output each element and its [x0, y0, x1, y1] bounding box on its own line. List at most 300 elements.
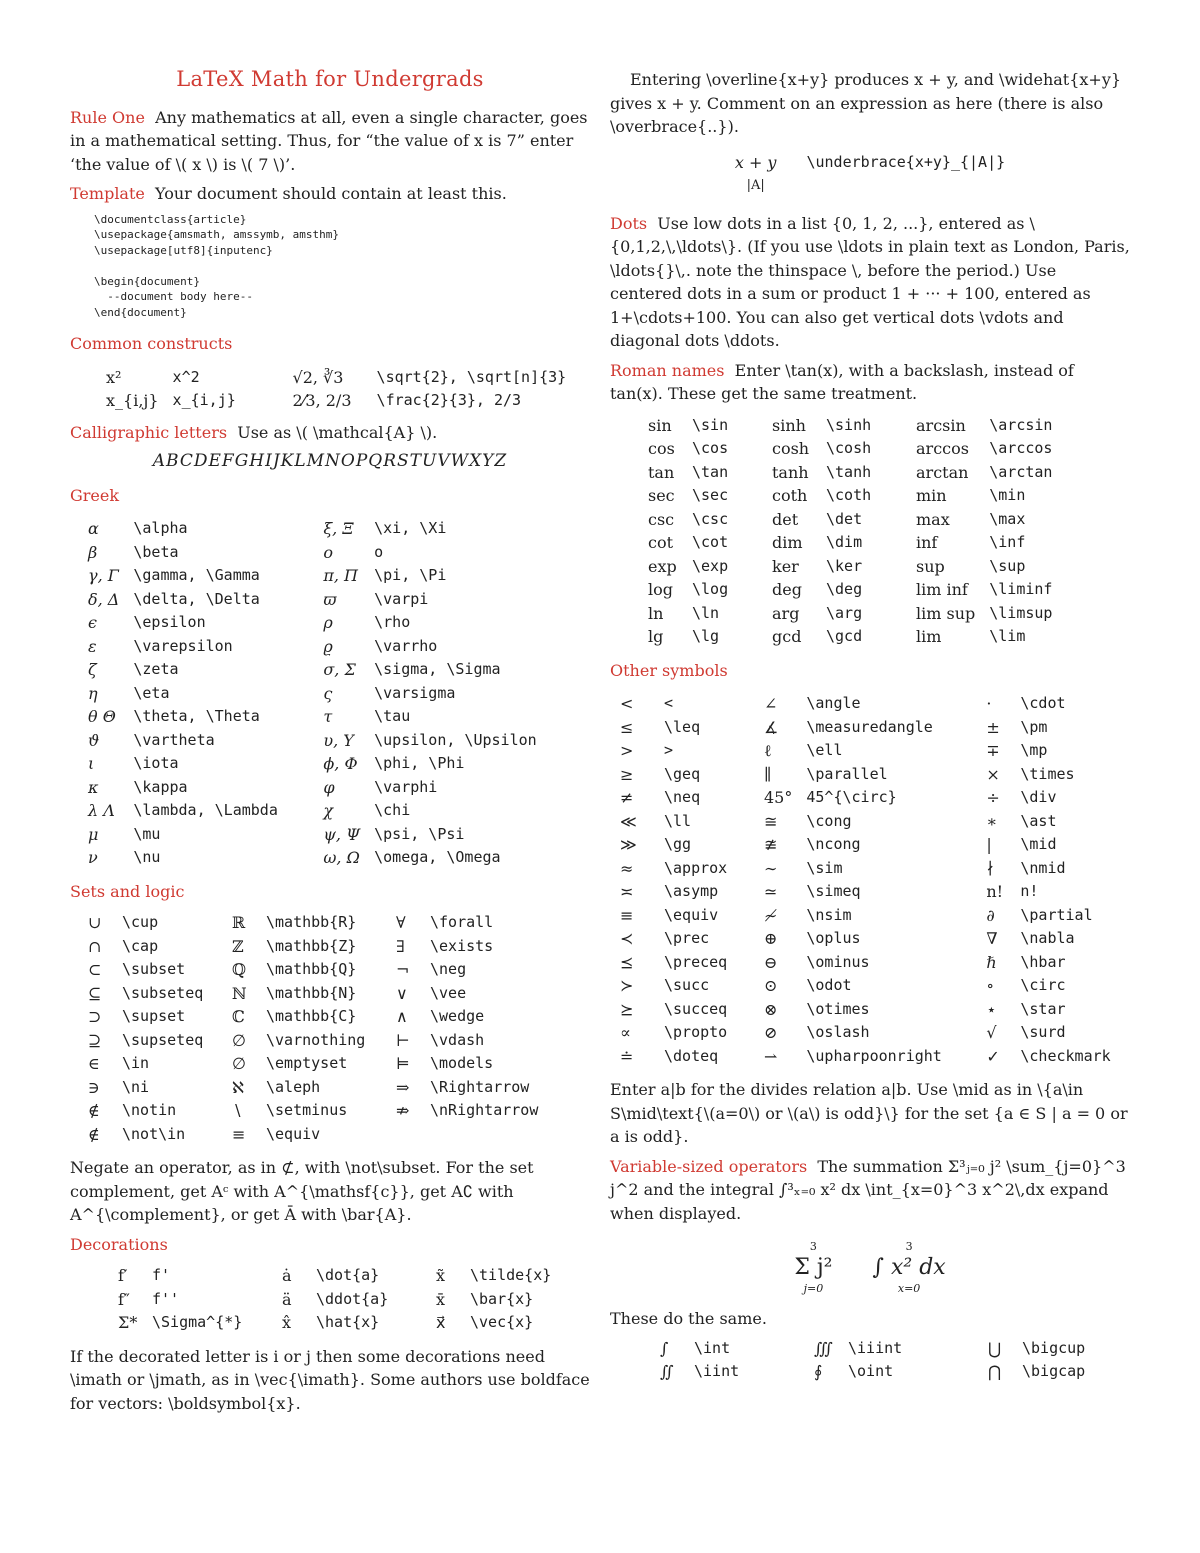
latex-command: \eta	[133, 683, 170, 702]
latex-command: \epsilon	[133, 613, 206, 631]
dots-heading: Dots	[610, 213, 648, 233]
symbol: ϱ	[323, 636, 333, 656]
symbol: dim	[772, 533, 803, 552]
latex-command: \varpi	[374, 589, 429, 608]
symbol: ℵ	[232, 1077, 244, 1097]
roman-row	[648, 625, 1062, 649]
symbol: >	[620, 741, 634, 760]
latex-command: \beta	[133, 542, 179, 561]
greek-row	[88, 705, 547, 729]
latex-command: \simeq	[806, 882, 861, 900]
greek-row	[88, 776, 547, 800]
symbol: ȧ	[282, 1266, 292, 1285]
symbol: ∅	[232, 1030, 246, 1050]
latex-command: \lim	[989, 627, 1026, 645]
symbol: |	[986, 835, 992, 854]
operator-row	[660, 1337, 1095, 1361]
common-heading: Common constructs	[70, 334, 233, 353]
greek-row	[88, 846, 547, 870]
latex-command: \varsigma	[374, 683, 456, 702]
symbol: ≪	[620, 811, 637, 831]
symbol: √	[986, 1023, 997, 1042]
sets-row	[88, 958, 548, 982]
symbol: ν	[88, 848, 98, 867]
symbol: ≥	[620, 764, 634, 784]
latex-command: \exp	[692, 556, 729, 575]
operator-row	[660, 1360, 1095, 1384]
symbol: ⊖	[764, 952, 778, 972]
latex-command: \oslash	[806, 1023, 870, 1041]
latex-command: \mathbb{Q}	[266, 960, 357, 978]
latex-command: \mu	[133, 824, 161, 843]
latex-command: x_{i,j}	[172, 391, 236, 409]
latex-command: \Rightarrow	[430, 1077, 530, 1096]
latex-command: \in	[122, 1054, 150, 1072]
symbol: σ, Σ	[323, 660, 356, 679]
latex-command: \log	[692, 580, 729, 598]
symbol: cos	[648, 439, 675, 458]
latex-command: \dot{a}	[316, 1266, 380, 1284]
symbol: ≻	[620, 976, 634, 995]
symbol: ℓ	[764, 741, 772, 760]
symbol: x²	[106, 367, 122, 387]
symbol: ∥	[764, 764, 772, 784]
symbol: arccos	[916, 439, 969, 458]
symbol: ϖ	[323, 589, 337, 609]
latex-command: \prec	[664, 929, 710, 947]
sets-note: Negate an operator, as in ⊄, with \not\subset. For the set complement, get Aᶜ with A^{\mathsf{c}}, get A∁ with A^{\complement}, or get Ā with \bar{A}.	[70, 1158, 534, 1224]
symbol: π, Π	[323, 566, 358, 585]
symbol: sinh	[772, 415, 806, 435]
symbol: η	[88, 683, 98, 703]
symbol: ≫	[620, 835, 637, 854]
symbol: ∫	[660, 1338, 669, 1358]
latex-command: \phi, \Phi	[374, 754, 465, 772]
sets-row	[88, 982, 548, 1006]
common-table	[106, 366, 576, 413]
symbol: n!	[986, 882, 1004, 901]
latex-command: \det	[826, 509, 863, 528]
latex-command: \csc	[692, 509, 729, 528]
symbol: α	[88, 519, 99, 538]
symbol: ε	[88, 636, 97, 656]
other-symbol-row	[620, 739, 1121, 763]
latex-command: \arcsin	[989, 415, 1053, 434]
latex-command: \iota	[133, 754, 179, 772]
sets-row	[88, 1005, 548, 1029]
symbol: τ	[323, 707, 333, 726]
symbol: ⊕	[764, 929, 778, 948]
latex-command: \min	[989, 486, 1026, 504]
symbol: ⇒	[396, 1077, 410, 1097]
symbol: ≃	[764, 882, 778, 901]
latex-command: \nu	[133, 848, 161, 866]
latex-command: \preceq	[664, 952, 728, 971]
latex-command: \subseteq	[122, 983, 204, 1002]
symbol: ±	[986, 717, 1000, 737]
greek-row	[88, 564, 547, 588]
greek-row	[88, 541, 547, 565]
symbol: γ, Γ	[88, 566, 119, 585]
greek-row	[88, 588, 547, 612]
latex-command: \delta, \Delta	[133, 589, 260, 608]
latex-command: \ominus	[806, 952, 870, 971]
latex-command: \leq	[664, 717, 701, 736]
right-column	[610, 68, 1130, 1384]
latex-command: \cong	[806, 811, 852, 830]
latex-command: \nmid	[1020, 858, 1066, 877]
symbol: ≁	[764, 905, 778, 925]
roman-text: Enter \tan(x), with a backslash, instead of tan(x). These get the same treatment.	[610, 360, 1074, 403]
latex-command: <	[664, 694, 674, 712]
greek-heading: Greek	[70, 485, 120, 505]
symbol: f″	[118, 1289, 130, 1309]
latex-command: \supset	[122, 1007, 186, 1025]
latex-command: \Sigma^{*}	[152, 1313, 243, 1331]
latex-command: \sim	[806, 858, 843, 877]
latex-command: \sqrt{2}, \sqrt[n]{3}	[376, 367, 567, 386]
latex-command: \limsup	[989, 603, 1053, 622]
roman-row	[648, 508, 1062, 532]
latex-command: \bar{x}	[470, 1289, 534, 1308]
calligraphic-text: Use as \( \mathcal{A} \).	[237, 422, 438, 442]
symbol: sec	[648, 486, 675, 505]
latex-command: \hbar	[1020, 952, 1066, 971]
latex-command: \theta, \Theta	[133, 707, 260, 725]
sum-display: Σ j²	[794, 1255, 833, 1280]
symbol: ∤	[986, 858, 995, 878]
symbol: x_{i,j}	[106, 391, 159, 410]
roman-heading: Roman names	[610, 360, 725, 380]
sets-row	[88, 1099, 548, 1123]
symbol: arcsin	[916, 415, 966, 435]
symbol: 2⁄3, 2/3	[292, 391, 352, 410]
symbol: χ	[323, 801, 334, 820]
latex-command: \gg	[664, 835, 692, 853]
latex-command: \bigcap	[1022, 1362, 1086, 1380]
greek-row	[88, 635, 547, 659]
latex-command: \sec	[692, 486, 729, 504]
roman-row	[648, 555, 1062, 579]
latex-command: \neg	[430, 960, 467, 978]
symbol: ℚ	[232, 960, 246, 979]
rule-one-heading: Rule One	[70, 107, 145, 127]
latex-command: \partial	[1020, 905, 1093, 924]
other-symbol-row	[620, 833, 1121, 857]
latex-command: \xi, \Xi	[374, 519, 447, 537]
symbol: θ Θ	[88, 707, 116, 726]
latex-command: \exists	[430, 936, 494, 955]
sets-row	[88, 911, 548, 935]
symbol: ℝ	[232, 913, 246, 932]
symbol: δ, Δ	[88, 589, 120, 609]
sum-upper: 3	[809, 1240, 817, 1253]
decoration-row	[118, 1264, 561, 1288]
template	[70, 182, 590, 206]
symbol: μ	[88, 824, 99, 844]
symbol: ✓	[986, 1046, 1000, 1066]
latex-command: \hat{x}	[316, 1313, 380, 1331]
symbol: ⊙	[764, 976, 778, 995]
underbrace-code: \underbrace{x+y}_{|A|}	[806, 152, 1006, 171]
roman-row	[648, 578, 1062, 602]
symbol: ⊗	[764, 999, 778, 1019]
overline-text: Entering \overline{x+y} produces x + y, and \widehat{x+y} gives x + y. Comment on an expression as here (there is also \overbrace{..}).	[610, 70, 1122, 136]
common-row	[106, 389, 576, 413]
symbol: gcd	[772, 627, 802, 646]
symbol: ∇	[986, 929, 998, 948]
latex-command: f'	[152, 1266, 171, 1284]
latex-command: \lambda, \Lambda	[133, 801, 278, 819]
other-symbol-row	[620, 692, 1121, 716]
symbol: sin	[648, 415, 672, 435]
latex-command: \iint	[694, 1362, 740, 1380]
roman-row	[648, 484, 1062, 508]
left-column	[70, 68, 590, 1421]
latex-command	[430, 1123, 548, 1147]
latex-command: \vdash	[430, 1030, 485, 1049]
latex-command: o	[374, 542, 384, 561]
sets-row	[88, 1076, 548, 1100]
other-symbol-row	[620, 763, 1121, 787]
symbol: ∝	[620, 1023, 631, 1042]
symbol: ≈	[620, 858, 634, 878]
symbol: ·	[986, 694, 992, 713]
symbol: exp	[648, 556, 677, 576]
common-row	[106, 366, 576, 390]
latex-command: \varepsilon	[133, 636, 233, 655]
greek-row	[88, 823, 547, 847]
symbol: ≺	[620, 929, 634, 948]
latex-command: \measuredangle	[806, 717, 933, 736]
symbol: λ Λ	[88, 801, 115, 820]
symbol: arg	[772, 603, 800, 623]
other-symbol-row	[620, 1021, 1121, 1045]
roman-row	[648, 531, 1062, 555]
roman-row	[648, 461, 1062, 485]
latex-command: \ll	[664, 811, 692, 830]
latex-command: \ddot{a}	[316, 1289, 389, 1308]
symbol: lim	[916, 627, 942, 646]
symbol: ℤ	[232, 936, 244, 956]
latex-command: \setminus	[266, 1101, 348, 1119]
sets-table	[88, 911, 548, 1146]
symbol: κ	[88, 777, 99, 797]
latex-command: \succeq	[664, 999, 728, 1018]
latex-command: \varrho	[374, 636, 438, 655]
symbol: 45°	[764, 788, 793, 807]
symbol: o	[323, 542, 333, 562]
latex-command: \varphi	[374, 777, 438, 796]
latex-command: \varnothing	[266, 1030, 366, 1049]
symbol: √2, ∛3	[292, 367, 344, 387]
latex-command: \vee	[430, 983, 467, 1002]
latex-command: \forall	[430, 913, 494, 931]
latex-command: \frac{2}{3}, 2/3	[376, 391, 522, 409]
sets-row	[88, 1029, 548, 1053]
latex-command: \odot	[806, 976, 852, 994]
greek-table	[88, 517, 547, 870]
latex-command: \nRightarrow	[430, 1101, 539, 1119]
latex-command: \iiint	[848, 1338, 903, 1357]
symbol: f′	[118, 1266, 128, 1285]
other-symbol-row	[620, 810, 1121, 834]
other-symbol-row	[620, 716, 1121, 740]
symbol: log	[648, 580, 673, 599]
greek-row	[88, 752, 547, 776]
latex-command: \nsim	[806, 905, 852, 924]
other-symbol-row	[620, 998, 1121, 1022]
symbol: ∖	[232, 1101, 243, 1120]
other-symbol-row	[620, 927, 1121, 951]
symbol: tanh	[772, 462, 809, 482]
latex-command: \cot	[692, 533, 729, 551]
symbol: ∘	[986, 976, 995, 995]
latex-command: \dim	[826, 533, 863, 551]
symbol: x̄	[436, 1289, 446, 1309]
symbol: ϵ	[88, 613, 97, 632]
latex-command: \inf	[989, 533, 1026, 551]
latex-command: \pi, \Pi	[374, 566, 447, 584]
symbol: ⊇	[88, 1030, 102, 1050]
latex-command: \gcd	[826, 627, 863, 645]
rule-one	[70, 106, 590, 177]
variable-table	[660, 1337, 1095, 1384]
roman-row	[648, 602, 1062, 626]
latex-command: \mathbb{Z}	[266, 936, 357, 955]
symbol: inf	[916, 533, 938, 552]
symbol: ≡	[620, 905, 634, 925]
symbol: ⪰	[620, 999, 634, 1019]
decorations-note: If the decorated letter is i or j then some decorations need \imath or \jmath, as in \vec{\imath}. Some authors use boldface for vectors: \boldsymbol{x}.	[70, 1346, 590, 1413]
symbol: ∃	[396, 936, 405, 956]
latex-command: \alpha	[133, 519, 188, 537]
latex-command: \max	[989, 509, 1026, 528]
latex-command: \surd	[1020, 1023, 1066, 1041]
symbol: ä	[282, 1289, 292, 1309]
latex-command: \mathbb{R}	[266, 913, 357, 931]
latex-command: \kappa	[133, 777, 188, 796]
symbol: ln	[648, 603, 664, 623]
symbol: tan	[648, 462, 675, 482]
latex-command: \supseteq	[122, 1030, 204, 1049]
symbol: ⪯	[620, 952, 634, 972]
latex-command: n!	[1020, 882, 1039, 900]
symbol: max	[916, 509, 950, 529]
symbol: ∅	[232, 1054, 246, 1073]
sets-row	[88, 935, 548, 959]
latex-command: \sup	[989, 556, 1026, 575]
symbol: x̃	[436, 1266, 446, 1285]
greek-row	[88, 729, 547, 753]
symbol: ≇	[764, 835, 778, 854]
latex-command: \neq	[664, 788, 701, 806]
latex-command: \angle	[806, 694, 861, 712]
latex-command: \emptyset	[266, 1054, 348, 1072]
latex-command: \asymp	[664, 882, 719, 900]
latex-command: \tanh	[826, 462, 872, 481]
latex-command: \tau	[374, 707, 411, 725]
symbol: deg	[772, 580, 802, 599]
other-heading: Other symbols	[610, 660, 728, 680]
symbol: ∩	[88, 936, 102, 956]
latex-command: \aleph	[266, 1077, 321, 1096]
other-symbol-row	[620, 904, 1121, 928]
calligraphic-heading: Calligraphic letters	[70, 422, 228, 442]
template-text: Your document should contain at least this.	[155, 184, 507, 203]
latex-command: \deg	[826, 580, 863, 598]
symbol: ∨	[396, 983, 408, 1003]
symbol: min	[916, 486, 947, 505]
latex-command: x^2	[172, 367, 200, 386]
symbol: ∮	[814, 1362, 823, 1381]
symbol: ⊂	[88, 960, 102, 979]
latex-command: \arctan	[989, 462, 1053, 481]
latex-command: \oplus	[806, 929, 861, 947]
symbol: ∪	[88, 913, 102, 932]
latex-command: \ni	[122, 1077, 150, 1096]
symbol: ι	[88, 754, 95, 773]
int-display: ∫ x² dx	[872, 1255, 946, 1280]
symbol: ⋆	[986, 999, 997, 1019]
symbol: ∼	[764, 858, 778, 878]
symbol: csc	[648, 509, 675, 529]
greek-row	[88, 611, 547, 635]
symbol: β	[88, 542, 98, 562]
latex-command: \int	[694, 1338, 731, 1357]
latex-command: \ln	[692, 603, 720, 622]
latex-command: \circ	[1020, 976, 1066, 994]
other-symbol-row	[620, 857, 1121, 881]
decorations-table	[118, 1264, 561, 1335]
roman-row	[648, 414, 1062, 438]
sets-row	[88, 1123, 548, 1147]
latex-command: \arccos	[989, 439, 1053, 457]
latex-command: \notin	[122, 1101, 177, 1119]
symbol: ℏ	[986, 952, 997, 972]
latex-command: \propto	[664, 1023, 728, 1041]
latex-command: \mp	[1020, 741, 1048, 759]
latex-command: \sinh	[826, 415, 872, 434]
underbrace-example	[610, 151, 1130, 198]
symbol: ∓	[986, 741, 1000, 760]
latex-command: \psi, \Psi	[374, 824, 465, 843]
greek-row	[88, 799, 547, 823]
latex-command: \ell	[806, 741, 843, 759]
other-note: Enter a|b for the divides relation a|b. Use \mid as in \{a\in S\mid\text{\(a=0\) or \(a\) is odd}\} for the set {a ∈ S | a = 0 or a is odd}.	[610, 1080, 1128, 1146]
symbol: ⇏	[396, 1101, 410, 1120]
symbol: ≠	[620, 788, 634, 807]
greek-row	[88, 517, 547, 541]
other-symbol-row	[620, 951, 1121, 975]
latex-command: \lg	[692, 627, 720, 645]
symbol: coth	[772, 486, 808, 505]
latex-command: \nabla	[1020, 929, 1075, 947]
variable-text: The summation Σ³ⱼ₌₀ j² \sum_{j=0}^3 j^2 and the integral ∫³ₓ₌₀ x² dx \int_{x=0}^3 x^2\,dx expand when displayed.	[610, 1156, 1126, 1223]
symbol: ⋂	[988, 1362, 1002, 1381]
symbol: ω, Ω	[323, 848, 360, 867]
latex-command: \subset	[122, 960, 186, 978]
latex-command: \vec{x}	[470, 1313, 534, 1331]
int-lower: x=0	[897, 1282, 921, 1295]
decoration-row	[118, 1311, 561, 1335]
latex-command: \cos	[692, 439, 729, 457]
latex-command: \cap	[122, 936, 159, 955]
symbol	[396, 1123, 430, 1147]
symbol: ∗	[986, 811, 998, 831]
latex-command: \cosh	[826, 439, 872, 457]
other-symbol-row	[620, 880, 1121, 904]
